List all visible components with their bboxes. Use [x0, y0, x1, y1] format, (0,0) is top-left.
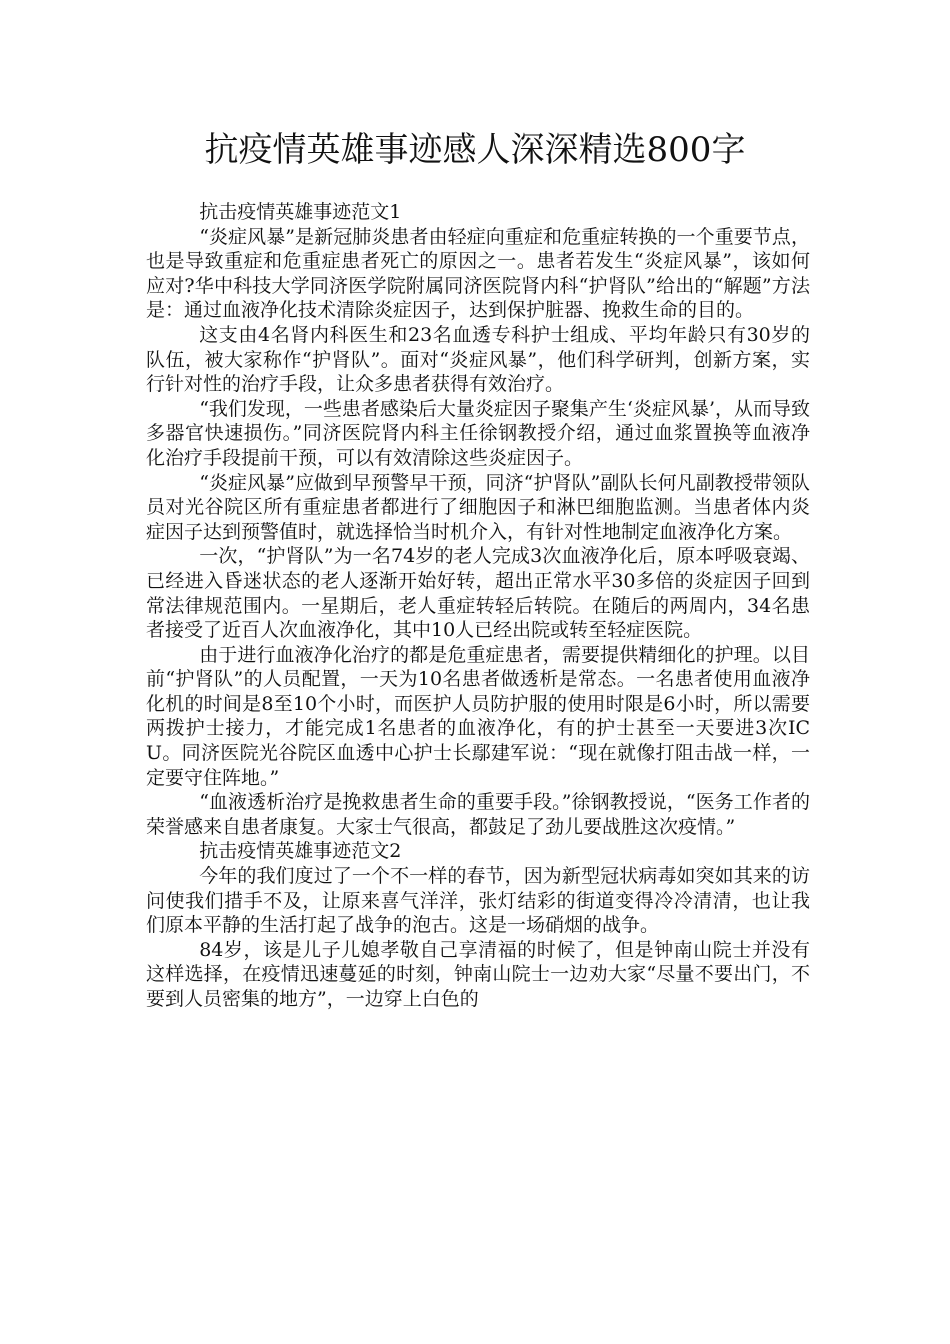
paragraph: 84岁，该是儿子儿媳孝敬自己享清福的时候了，但是钟南山院士并没有这样选择，在疫情迅速蔓延的时刻，钟南山院士一边劝大家“尽量不要出门，不要到人员密集的地方”，一边穿上白色的: [146, 938, 810, 1010]
paragraph: 今年的我们度过了一个不一样的春节，因为新型冠状病毒如突如其来的访问使我们措手不及，让原来喜气洋洋，张灯结彩的街道变得冷冷清清，也让我们原本平静的生活打起了战争的泡古。这是一场硝烟的战争。: [146, 865, 810, 937]
document-title: 抗疫情英雄事迹感人深深精选800字: [204, 130, 746, 170]
paragraph: “炎症风暴”是新冠肺炎患者由轻症向重症和危重症转换的一个重要节点，也是导致重症和危重症患者死亡的原因之一。患者若发生“炎症风暴”，该如何应对?华中科技大学同济医学院附属同济医院肾内科“护肾队”给出的“解题”方法是：通过血液净化技术清除炎症因子，达到保护脏器、挽救生命的目的。: [146, 225, 810, 322]
document-body: [146, 200, 810, 1012]
paragraph: “血液透析治疗是挽救患者生命的重要手段。”徐钢教授说，“医务工作者的荣誉感来自患者康复。大家士气很高，都鼓足了劲儿要战胜这次疫情。”: [146, 791, 810, 838]
section-heading-1: 抗击疫情英雄事迹范文1: [199, 201, 402, 223]
paragraph: 一次，“护肾队”为一名74岁的老人完成3次血液净化后，原本呼吸衰竭、已经进入昏迷状态的老人逐渐开始好转，超出正常水平30多倍的炎症因子回到常法律规范围内。一星期后，老人重症转轻后转院。在随后的两周内，34名患者接受了近百人次血液净化，其中10人已经出院或转至轻症医院。: [146, 545, 810, 642]
paragraph: 由于进行血液净化治疗的都是危重症患者，需要提供精细化的护理。以目前“护肾队”的人员配置，一天为10名患者做透析是常态。一名患者使用血液净化机的时间是8至10个小时，而医护人员防护服的使用时限是6小时，所以需要两拨护士接力，才能完成1名患者的血液净化，有的护士甚至一天要进3次ICU。同济医院光谷院区血透中心护士长鄢建军说：“现在就像打阻击战一样，一定要守住阵地。”: [146, 643, 810, 789]
paragraph: 这支由4名肾内科医生和23名血透专科护士组成、平均年龄只有30岁的队伍，被大家称作“护肾队”。面对“炎症风暴”，他们科学研判，创新方案，实行针对性的治疗手段，让众多患者获得有效治疗。: [146, 323, 810, 396]
paragraph: “我们发现，一些患者感染后大量炎症因子聚集产生‘炎症风暴’，从而导致多器官快速损伤。”同济医院肾内科主任徐钢教授介绍，通过血浆置换等血液净化治疗手段提前干预，可以有效清除这些炎症因子。: [146, 397, 810, 469]
paragraph: “炎症风暴”应做到早预警早干预，同济“护肾队”副队长何凡副教授带领队员对光谷院区所有重症患者都进行了细胞因子和淋巴细胞监测。当患者体内炎症因子达到预警值时，就选择恰当时机介入，有针对性地制定血液净化方案。: [146, 471, 810, 543]
section-heading-2: 抗击疫情英雄事迹范文2: [199, 840, 402, 863]
